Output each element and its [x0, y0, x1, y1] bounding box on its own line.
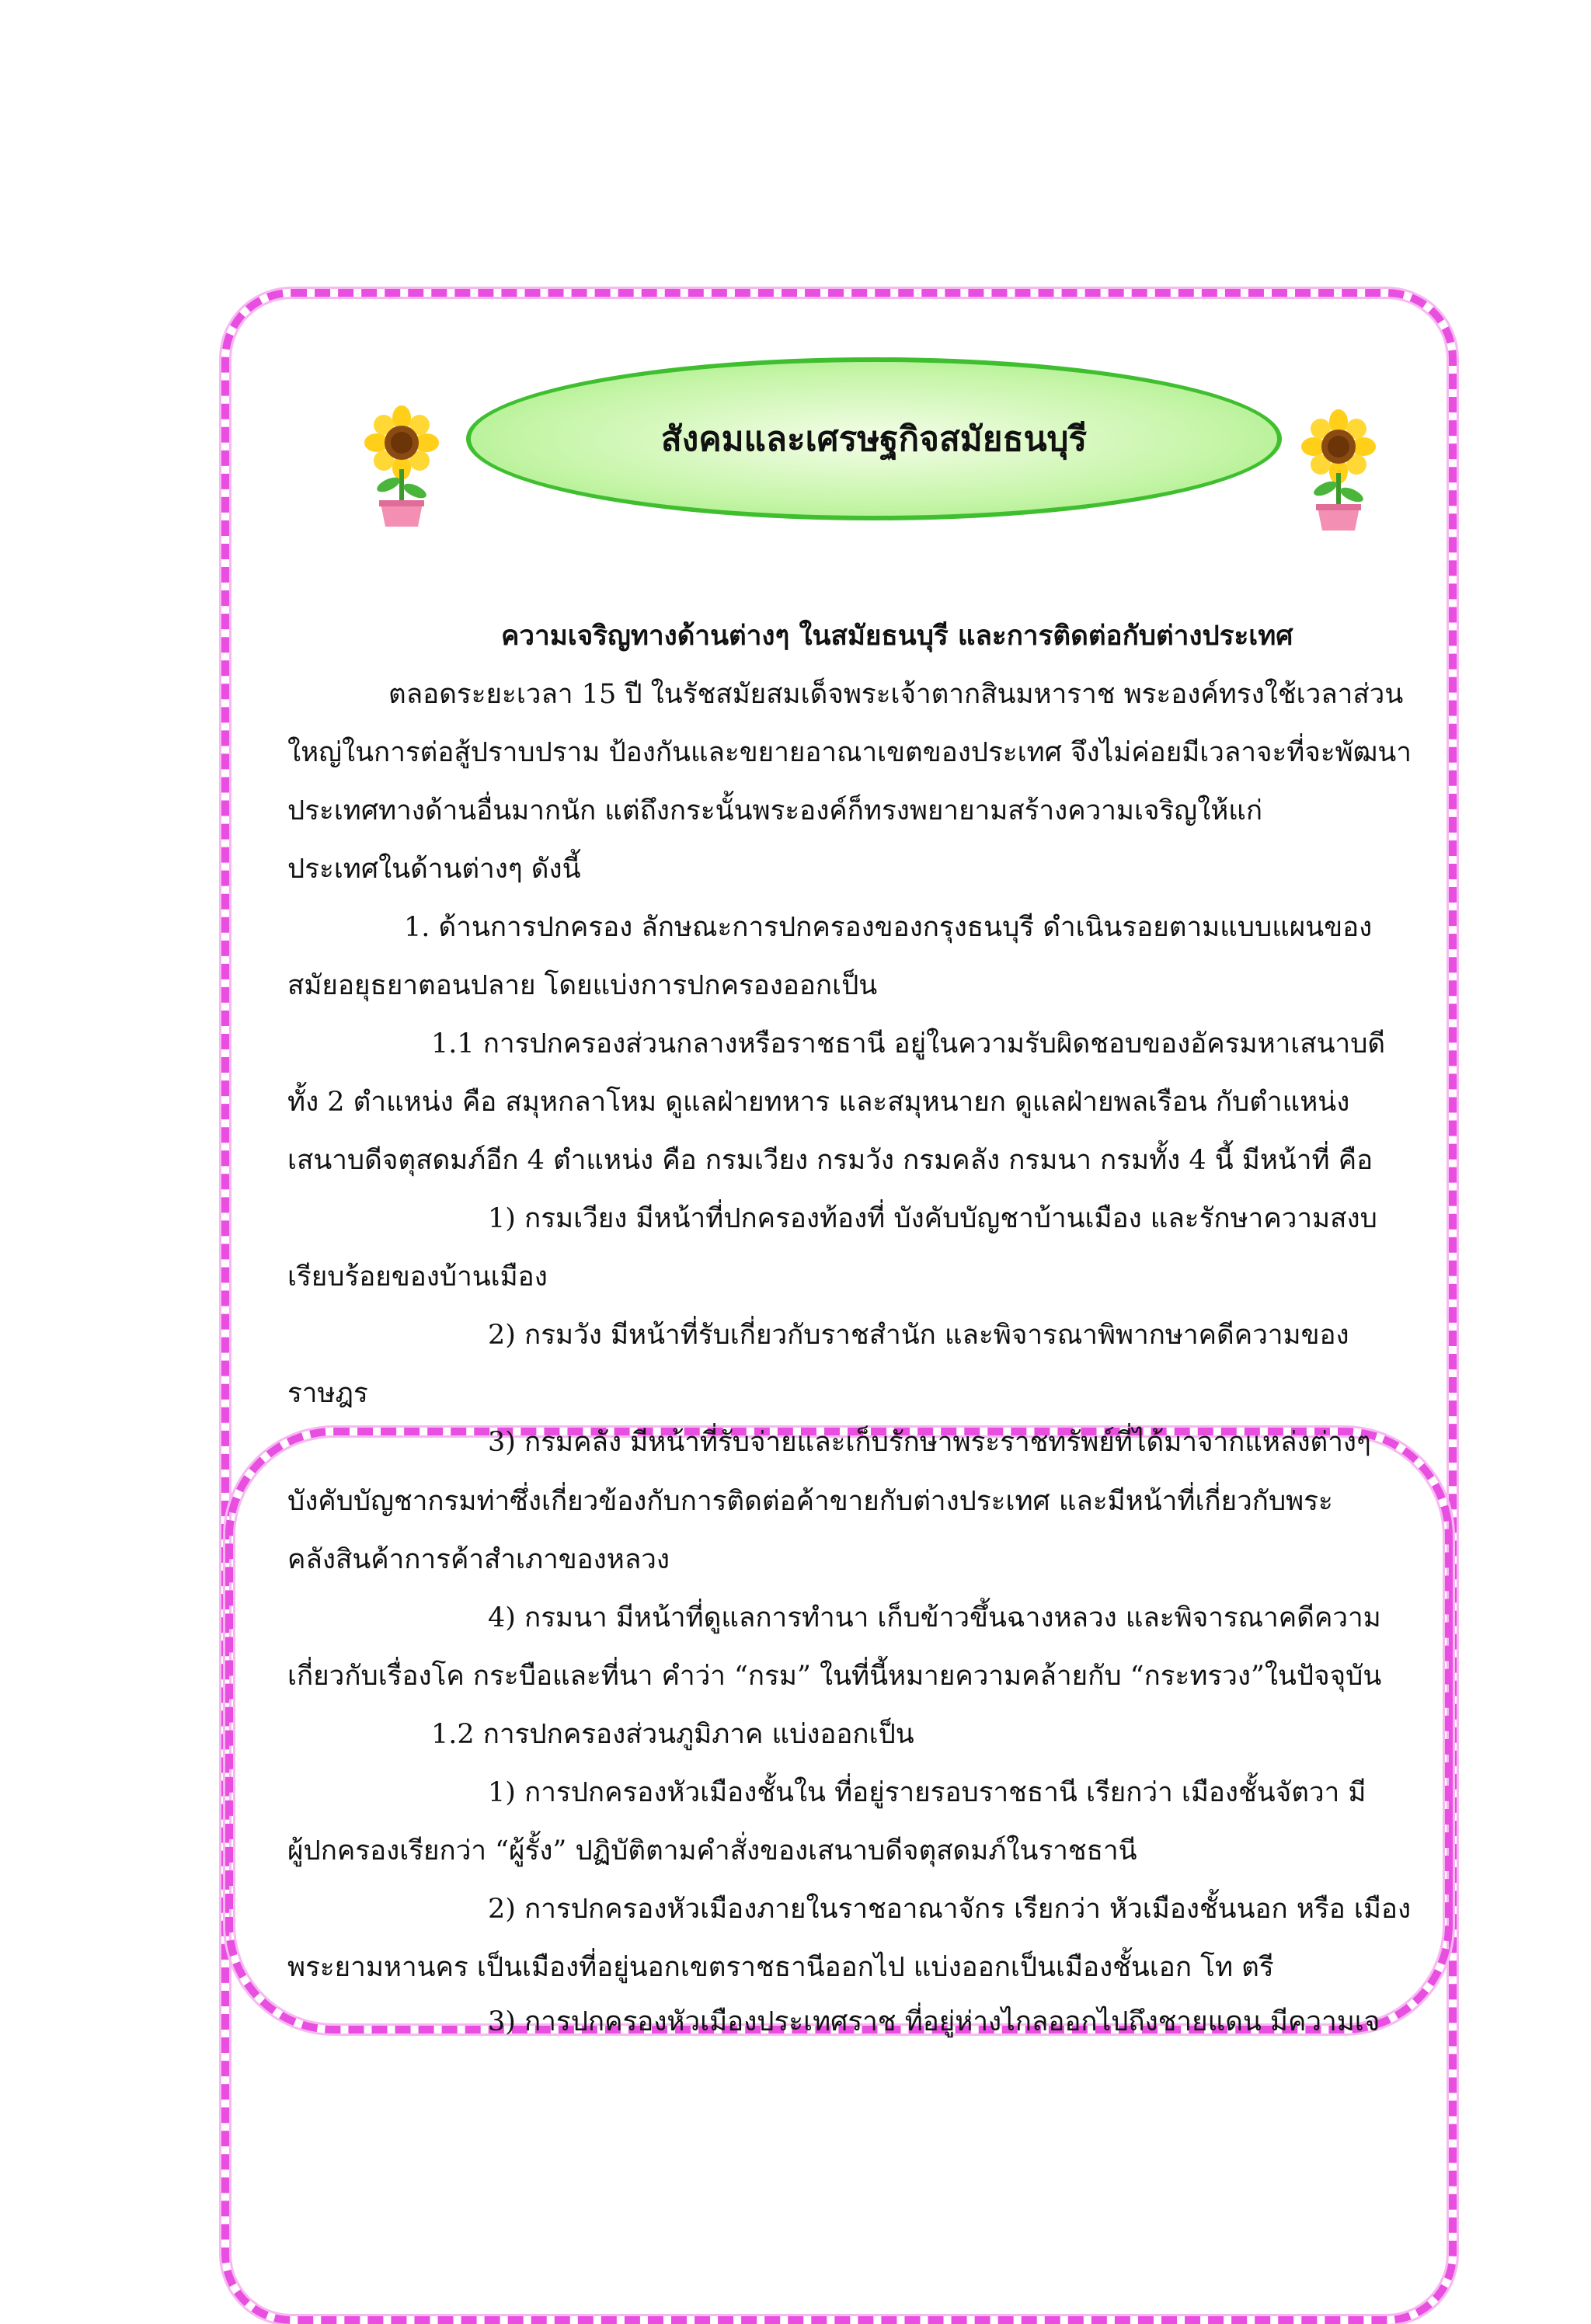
page-title: สังคมและเศรษฐกิจสมัยธนบุรี — [660, 419, 1088, 459]
paragraph-line: ใหญ่ในการต่อสู้ปราบปราม ป้องกันและขยายอาณาเขตของประเทศ จึงไม่ค่อยมีเวลาจะที่จะพัฒนา — [287, 737, 1412, 768]
paragraph-line: พระยามหานคร เป็นเมืองที่อยู่นอกเขตราชธานีออกไป แบ่งออกเป็นเมืองชั้นเอก โท ตรี — [287, 1952, 1274, 1983]
paragraph-line: คลังสินค้าการค้าสำเภาของหลวง — [287, 1544, 670, 1575]
paragraph-line: สมัยอยุธยาตอนปลาย โดยแบ่งการปกครองออกเป็น — [287, 970, 878, 1001]
paragraph-line: เสนาบดีจตุสดมภ์อีก 4 ตำแหน่ง คือ กรมเวียง กรมวัง กรมคลัง กรมนา กรมทั้ง 4 นี้ มีหน้าที่ คือ — [287, 1145, 1373, 1176]
paragraph-line: ประเทศทางด้านอื่นมากนัก แต่ถึงกระนั้นพระองค์ก็ทรงพยายามสร้างความเจริญให้แก่ — [287, 795, 1263, 826]
paragraph-line: 1. ด้านการปกครอง ลักษณะการปกครองของกรุงธนบุรี ดำเนินรอยตามแบบแผนของ — [404, 912, 1373, 943]
paragraph-line: ผู้ปกครองเรียกว่า “ผู้รั้ง” ปฏิบัติตามคำสั่งของเสนาบดีจตุสดมภ์ในราชธานี — [287, 1835, 1137, 1867]
paragraph-line: เรียบร้อยของบ้านเมือง — [287, 1261, 548, 1292]
paragraph-line: 1.2 การปกครองส่วนภูมิภาค แบ่งออกเป็น — [431, 1719, 914, 1750]
paragraph-line: ราษฎร — [287, 1378, 368, 1409]
paragraph-line: ตลอดระยะเวลา 15 ปี ในรัชสมัยสมเด็จพระเจ้าตากสินมหาราช พระองค์ทรงใช้เวลาส่วน — [388, 679, 1404, 710]
paragraph-line: 1.1 การปกครองส่วนกลางหรือราชธานี อยู่ในความรับผิดชอบของอัครมหาเสนาบดี — [431, 1028, 1386, 1059]
sunflower-icon — [1296, 408, 1381, 532]
paragraph-line: เกี่ยวกับเรื่องโค กระบือและที่นา คำว่า “กรม” ในที่นี้หมายความคล้ายกับ “กระทรวง”ในปัจจุบัน — [287, 1661, 1382, 1692]
title-banner — [466, 357, 1282, 520]
paragraph-line: 3) กรมคลัง มีหน้าที่รับจ่ายและเก็บรักษาพระราชทรัพย์ที่ได้มาจากแหล่งต่างๆ — [488, 1427, 1371, 1458]
paragraph-line: 1) การปกครองหัวเมืองชั้นใน ที่อยู่รายรอบราชธานี เรียกว่า เมืองชั้นจัตวา มี — [488, 1777, 1366, 1808]
paragraph-line: 3) การปกครองหัวเมืองประเทศราช ที่อยู่ห่างไกลออกไปถึงชายแดน มีความเจ — [488, 2006, 1380, 2037]
paragraph-line: 2) การปกครองหัวเมืองภายในราชอาณาจักร เรียกว่า หัวเมืองชั้นนอก หรือ เมือง — [488, 1894, 1412, 1925]
paragraph-line: ประเทศในด้านต่างๆ ดังนี้ — [287, 854, 581, 885]
sunflower-icon — [359, 404, 444, 528]
section-heading: ความเจริญทางด้านต่างๆ ในสมัยธนบุรี และการติดต่อกับต่างประเทศ — [501, 620, 1293, 652]
paragraph-line: 1) กรมเวียง มีหน้าที่ปกครองท้องที่ บังคับบัญชาบ้านเมือง และรักษาความสงบ — [488, 1203, 1377, 1234]
paragraph-line: 2) กรมวัง มีหน้าที่รับเกี่ยวกับราชสำนัก และพิจารณาพิพากษาคดีความของ — [488, 1320, 1349, 1351]
paragraph-line: บังคับบัญชากรมท่าซึ่งเกี่ยวข้องกับการติดต่อค้าขายกับต่างประเทศ และมีหน้าที่เกี่ยวกับพระ — [287, 1486, 1333, 1517]
paragraph-line: ทั้ง 2 ตำแหน่ง คือ สมุหกลาโหม ดูแลฝ่ายทหาร และสมุหนายก ดูแลฝ่ายพลเรือน กับตำแหน่ง — [287, 1087, 1350, 1118]
paragraph-line: 4) กรมนา มีหน้าที่ดูแลการทำนา เก็บข้าวขึ้นฉางหลวง และพิจารณาคดีความ — [488, 1602, 1381, 1633]
